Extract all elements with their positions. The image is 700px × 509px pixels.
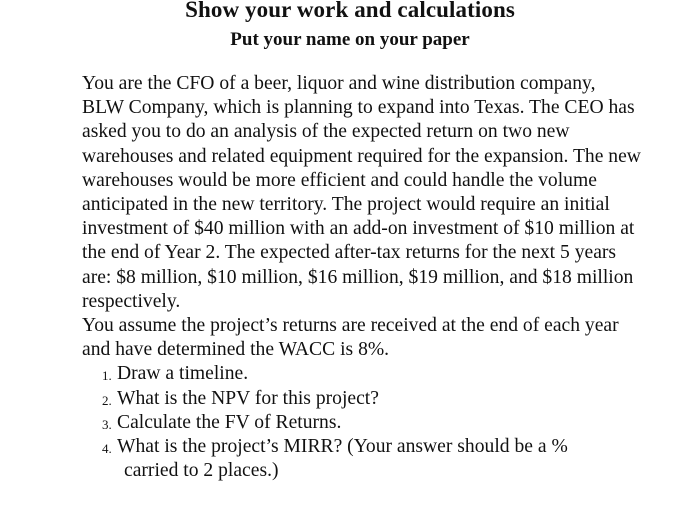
question-text: Draw a timeline.	[117, 363, 249, 385]
question-number: 3.	[102, 416, 112, 432]
question-text-continuation: carried to 2 places.)	[124, 460, 279, 482]
question-list	[82, 362, 642, 483]
problem-paragraph-1: You are the CFO of a beer, liquor and wine distribution company, BLW Company, which is planning to expand into Texas. The CEO has asked you to do an analysis of the expected return on two new warehouses and related equipment required for the expansion. The new warehouses would be more efficient and could handle the volume anticipated in the new territory. The project would require an initial investment of $40 million with an add-on investment of $10 million at the end of Year 2. The expected after-tax returns for the next 5 years are: $8 million, $10 million, $16 million, $19 million, and $18 million respectively.	[82, 73, 641, 312]
question-number: 2.	[102, 392, 112, 408]
page-subtitle: Put your name on your paper	[230, 29, 470, 50]
question-item	[103, 435, 642, 483]
question-text: What is the NPV for this project?	[117, 387, 379, 409]
question-item	[103, 362, 642, 386]
question-item	[103, 411, 642, 435]
page-title: Show your work and calculations	[185, 0, 515, 22]
problem-body	[82, 72, 642, 483]
question-number: 4.	[102, 441, 112, 457]
question-item	[103, 387, 642, 411]
question-text: What is the project’s MIRR? (Your answer should be a %	[117, 436, 568, 458]
question-number: 1.	[102, 368, 112, 384]
problem-paragraph-2: You assume the project’s returns are received at the end of each year and have determined the WACC is 8%.	[82, 315, 619, 361]
question-text: Calculate the FV of Returns.	[117, 411, 342, 433]
